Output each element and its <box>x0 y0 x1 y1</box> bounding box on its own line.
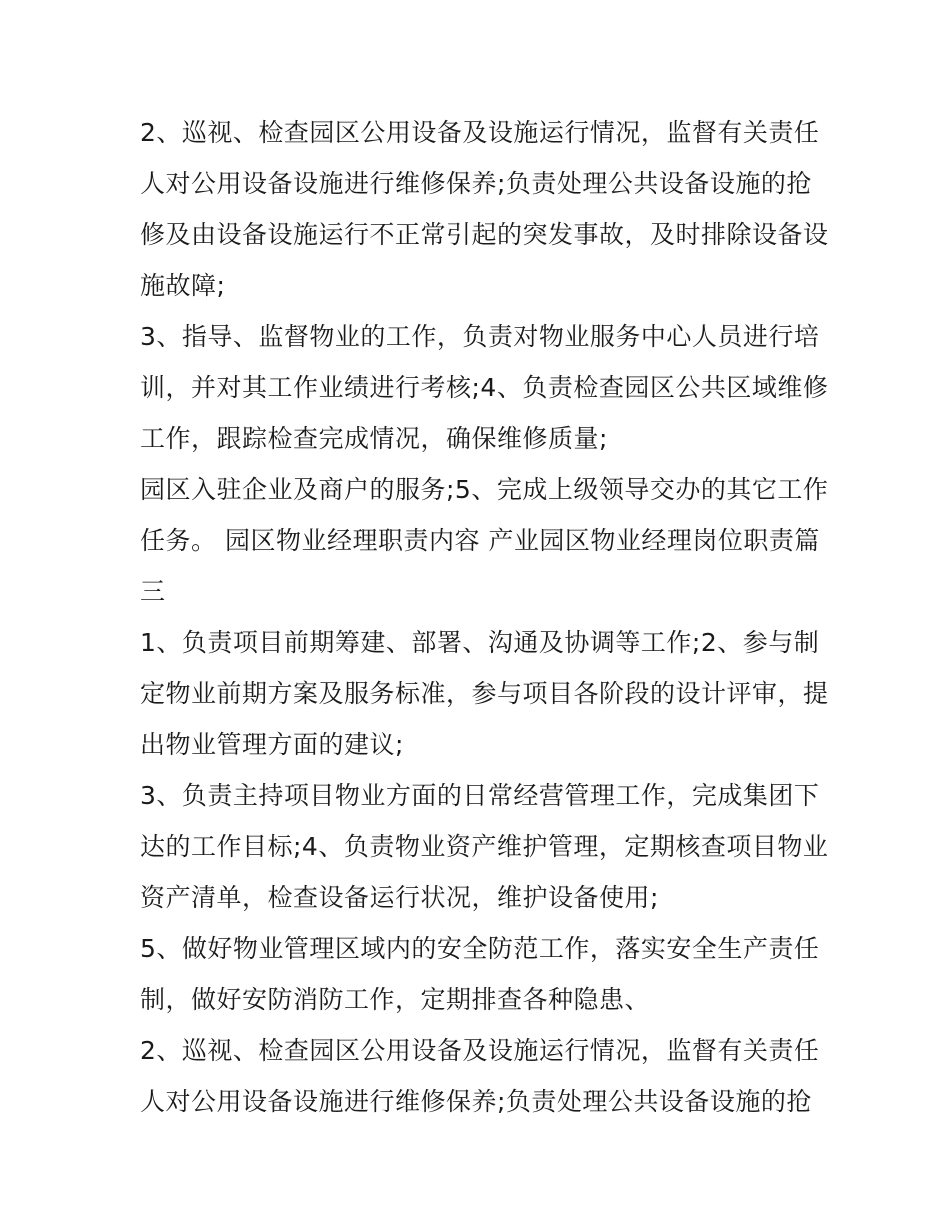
text-line: 三 <box>140 577 166 606</box>
document-body <box>140 107 829 1127</box>
text-line: 定物业前期方案及服务标准，参与项目各阶段的设计评审，提 <box>140 679 829 708</box>
text-line: 人对公用设备设施进行维修保养;负责处理公共设备设施的抢 <box>140 169 812 198</box>
text-line: 工作，跟踪检查完成情况，确保维修质量; <box>140 424 608 453</box>
text-line: 园区入驻企业及商户的服务;5、完成上级领导交办的其它工作 <box>140 475 829 504</box>
text-line: 1、负责项目前期筹建、部署、沟通及协调等工作;2、参与制 <box>140 628 820 657</box>
text-line: 施故障; <box>140 271 226 300</box>
text-line: 资产清单，检查设备运行状况，维护设备使用; <box>140 883 659 912</box>
text-line: 2、巡视、检查园区公用设备及设施运行情况，监督有关责任 <box>140 118 820 147</box>
text-line: 人对公用设备设施进行维修保养;负责处理公共设备设施的抢 <box>140 1087 812 1116</box>
text-line: 5、做好物业管理区域内的安全防范工作，落实安全生产责任 <box>140 934 820 963</box>
text-line: 制，做好安防消防工作，定期排查各种隐患、 <box>140 985 651 1014</box>
text-line: 出物业管理方面的建议; <box>140 730 404 759</box>
text-line: 3、负责主持项目物业方面的日常经营管理工作，完成集团下 <box>140 781 820 810</box>
text-line: 2、巡视、检查园区公用设备及设施运行情况，监督有关责任 <box>140 1036 820 1065</box>
text-line: 任务。 园区物业经理职责内容 产业园区物业经理岗位职责篇 <box>140 526 820 555</box>
text-line: 修及由设备设施运行不正常引起的突发事故，及时排除设备设 <box>140 220 829 249</box>
text-line: 训，并对其工作业绩进行考核;4、负责检查园区公共区域维修 <box>140 373 829 402</box>
text-line: 3、指导、监督物业的工作，负责对物业服务中心人员进行培 <box>140 322 820 351</box>
text-line: 达的工作目标;4、负责物业资产维护管理，定期核查项目物业 <box>140 832 829 861</box>
